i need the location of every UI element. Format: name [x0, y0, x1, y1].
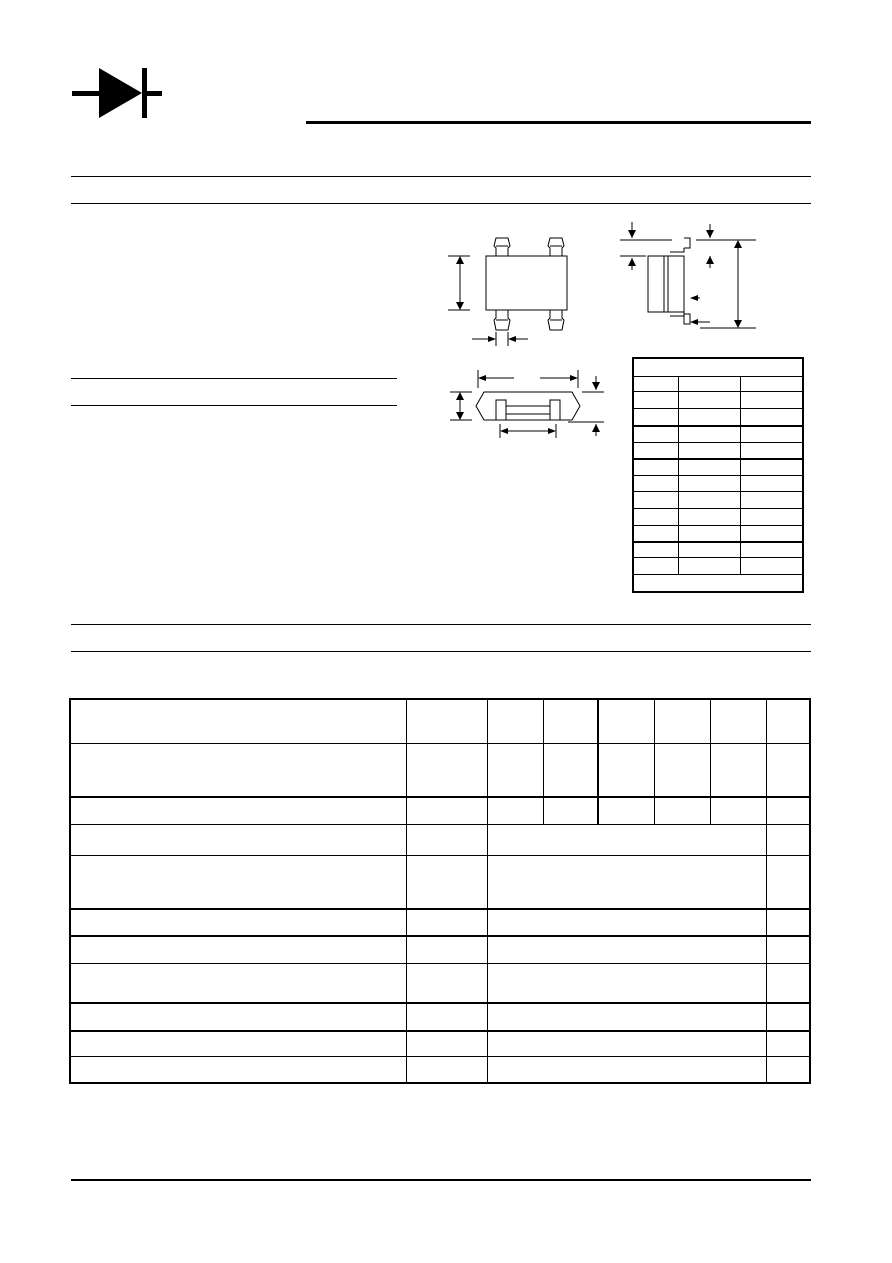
table-row — [71, 796, 809, 798]
table-row — [71, 963, 809, 964]
table-row — [71, 1002, 809, 1004]
table-row — [634, 557, 802, 558]
section-rule-top — [71, 378, 397, 379]
table-row — [634, 376, 802, 377]
table-row — [71, 1030, 809, 1032]
diode-symbol-icon — [70, 66, 164, 120]
table-row — [634, 408, 802, 409]
table-row — [71, 743, 809, 744]
section-rule-bottom — [71, 405, 397, 406]
table-row — [634, 491, 802, 492]
table-row — [634, 508, 802, 509]
footer-rule — [71, 1179, 811, 1181]
table-row — [634, 541, 802, 543]
table-col-divider — [487, 700, 488, 1082]
table-row — [634, 525, 802, 526]
top-view-outline — [448, 238, 567, 346]
table-col-divider — [543, 700, 544, 824]
table-row — [634, 475, 802, 476]
table-row — [71, 1056, 809, 1057]
table-col-divider — [678, 376, 679, 574]
table-col-divider — [740, 376, 741, 574]
title-rule-top — [71, 176, 811, 177]
table-row — [71, 935, 809, 937]
title-rule-bottom — [71, 203, 811, 204]
table-row — [634, 425, 802, 427]
table-col-divider — [710, 700, 711, 824]
ratings-rule-bottom — [71, 651, 811, 652]
ratings-rule-top — [71, 624, 811, 625]
table-col-divider — [597, 700, 599, 824]
table-row — [71, 824, 809, 825]
table-row — [634, 442, 802, 443]
ratings-table — [69, 698, 811, 1084]
table-row — [634, 574, 802, 575]
table-col-divider — [766, 700, 767, 1082]
header-rule — [306, 121, 811, 124]
table-row — [71, 908, 809, 910]
side-view-outline — [620, 222, 756, 328]
table-row — [71, 855, 809, 856]
table-row — [634, 391, 802, 392]
end-view-outline — [450, 370, 604, 438]
table-col-divider — [654, 700, 655, 824]
table-row — [634, 458, 802, 460]
table-col-divider — [406, 700, 407, 1082]
dimension-table — [632, 357, 804, 593]
